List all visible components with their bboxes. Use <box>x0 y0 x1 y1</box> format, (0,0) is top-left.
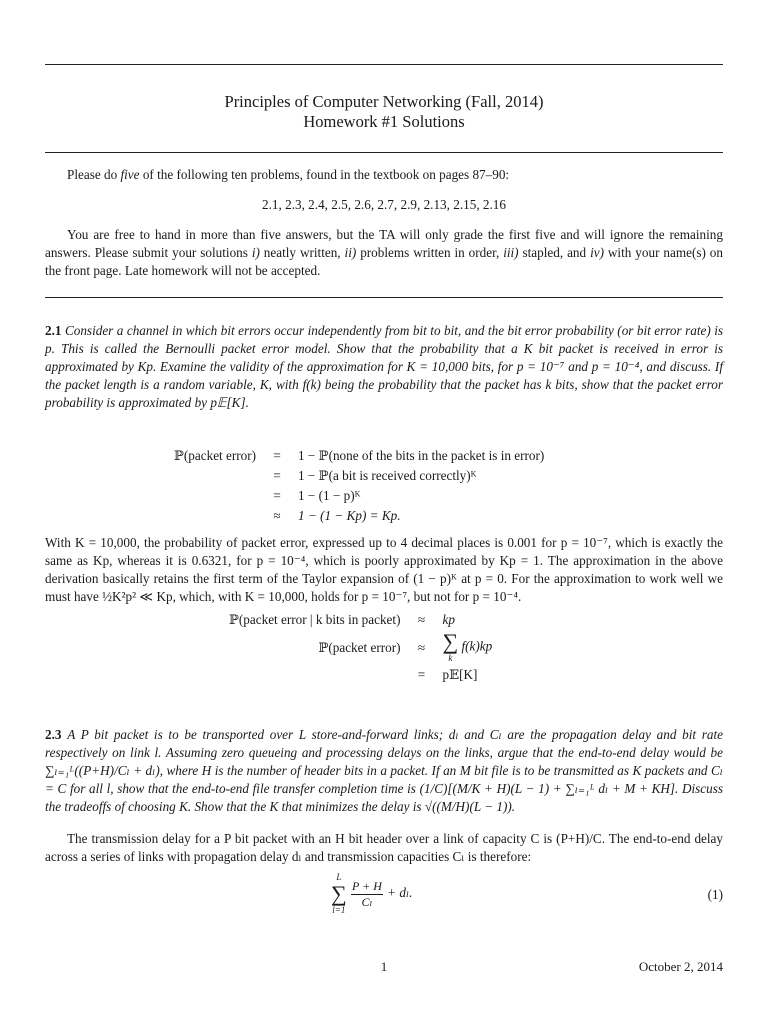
document-title <box>45 92 723 132</box>
fraction: $\frac{P + H}{\text{Cₗ}}$ <box>351 878 382 909</box>
expected-error-derivation: ℙ(packet error | k bits in packet) ≈ kp ℙ(packet error) ≈ ∑ k f(k)kp = p𝔼[K] <box>229 612 493 682</box>
title-rule <box>45 152 723 153</box>
instruction-line: Please do five of the following ten problems, found in the textbook on pages 87–90: <box>67 167 510 182</box>
sum-symbol: ∑ k <box>442 629 459 663</box>
problem-2-1-statement: 2.1 Consider a channel in which bit errors occur independently from bit to bit, and the bit error probability (or bit error rate) is p. This is called the Bernoulli packet error model. Show that the probability that a K bit packet is received in error is approximated by Kp. Examine the validity of the approximation for K = 10,000 bits, for p = 10⁻⁷ and p = 10⁻⁴, and discuss. If the packet length is a random variable, K, with f(k) being the probability that the packet has k bits, show that the packet error probability is approximated by p𝔼[K]. <box>45 323 723 410</box>
page-number: 1 <box>380 959 388 974</box>
instructions <box>45 166 723 280</box>
equation-label: (1) <box>707 887 723 902</box>
title-line-1: Principles of Computer Networking (Fall, 2014) <box>224 92 544 111</box>
section-rule <box>45 297 723 298</box>
equation-1: L ∑ l=1 $\frac{P + H}{\text{Cₗ}}$ + dₗ. (1) <box>331 872 723 915</box>
problem-2-3 <box>45 726 723 924</box>
problem-2-1-answer: With K = 10,000, the probability of packet error, expressed up to 4 decimal places is 0.001 for p = 10⁻⁷, which is exactly the same as Kp, whereas it is 0.6321, for p = 10⁻⁴, which is poorly approximated by Kp = 1. The approximation in the above derivation basically retains the first term of the Taylor expansion of (1 − p)ᴷ at p = 0. For the approximation to work well we must have ½K²p² ≪ Kp, which, with K = 10,000, holds for p = 10⁻⁷, but not for p = 10⁻⁴. <box>45 535 723 604</box>
problem-2-3-answer: The transmission delay for a P bit packet with an H bit header over a link of capacity C is (P+H)/C. The end-to-end delay across a series of links with propagation delay dₗ and transmission capacities Cₗ is therefore: <box>45 831 723 864</box>
document-page <box>45 0 723 1024</box>
submission-policy: You are free to hand in more than five answers, but the TA will only grade the first five and will ignore the remaining answers. Please submit your solutions i) neatly written, ii) problems written in order, iii) stapled, and iv) with your name(s) on the front page. Late homework will not be accepted. <box>45 227 723 278</box>
title-line-2: Homework #1 Solutions <box>303 112 465 131</box>
footer-date: October 2, 2014 <box>638 959 723 974</box>
eq-lhs: ℙ(packet error) <box>174 448 257 463</box>
packet-error-derivation: ℙ(packet error) = 1 − ℙ(none of the bits in the packet is in error) = 1 − ℙ(a bit is received correctly)ᴷ = 1 − (1 − p)ᴷ ≈ 1 − (1 − Kp) = Kp. <box>170 446 548 526</box>
problem-2-3-statement: 2.3 A P bit packet is to be transported over L store-and-forward links; dₗ and Cₗ are the propagation delay and bit rate respectively on link l. Assuming zero queueing and processing delays on the links, argue that the end-to-end delay would be ∑ₗ₌₁ᴸ((P+H)/Cₗ + dₗ), where H is the number of header bits in a packet. If an M bit file is to be transmitted as K packets and Cₗ = C for all l, show that the end-to-end file transfer completion time is (1/C)[(M/K + H)(L − 1) + ∑ₗ₌₁ᴸ dₗ + M + KH]. Discuss the tradeoffs of choosing K. Show that the K that minimizes the delay is √((M/H)(L − 1)). <box>45 727 723 814</box>
problem-list: 2.1, 2.3, 2.4, 2.5, 2.6, 2.7, 2.9, 2.13, 2.15, 2.16 <box>262 197 506 212</box>
problem-2-1 <box>45 322 723 685</box>
top-rule <box>45 64 723 65</box>
sum-symbol: L ∑ l=1 <box>331 872 347 915</box>
